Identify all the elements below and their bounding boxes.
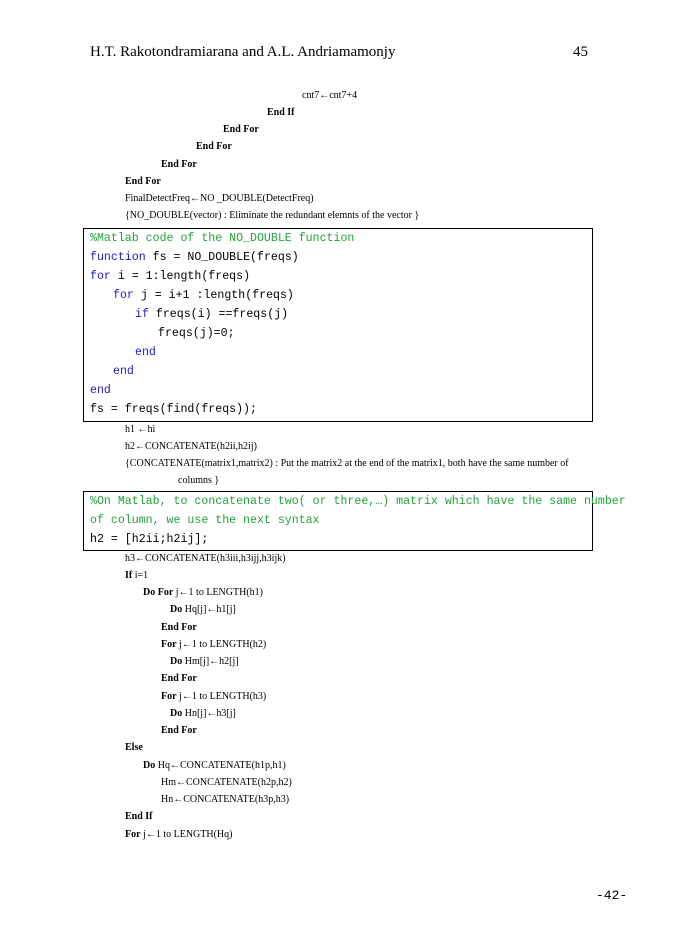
code-line	[90, 305, 586, 324]
algo-line: End For	[161, 622, 197, 633]
algo-line: End For	[125, 176, 161, 187]
code-text: j = i+1 :length(freqs)	[133, 289, 294, 302]
algo-line: End For	[196, 141, 232, 152]
algo-line: Hm←CONCATENATE(h2p,h2)	[161, 777, 292, 788]
algo-line: cnt7←cnt7+4	[302, 90, 358, 101]
code-keyword: if	[135, 308, 149, 321]
matlab-code-box-concatenate	[83, 491, 626, 551]
code-comment: %Matlab code of the NO_DOUBLE function	[90, 232, 355, 245]
matlab-code-box-no-double	[83, 228, 593, 422]
algo-comment: {CONCATENATE(matrix1,matrix2) : Put the matrix2 at the end of the matrix1, both have the same number of	[125, 458, 569, 469]
algo-line: End For	[223, 124, 259, 135]
algo-line: End If	[267, 107, 295, 118]
algo-line: Do Hq←CONCATENATE(h1p,h1)	[143, 760, 286, 771]
algo-line: End For	[161, 673, 197, 684]
algo-line: Do Hn[j]←h3[j]	[170, 708, 236, 719]
code-comment: %On Matlab, to concatenate two( or three,…) matrix which have the same number	[90, 495, 626, 508]
algo-line: h2←CONCATENATE(h2ii,h2ij)	[125, 441, 257, 452]
code-keyword: for	[113, 289, 134, 302]
code-text: i = 1:length(freqs)	[110, 270, 251, 283]
code-line: freqs(j)=0;	[158, 327, 235, 340]
code-line	[90, 286, 586, 305]
algo-line: If i=1	[125, 570, 149, 581]
header-authors: H.T. Rakotondramiarana and A.L. Andriamamonjy	[90, 44, 396, 60]
algo-line: Hn←CONCATENATE(h3p,h3)	[161, 794, 290, 805]
code-line: h2 = [h2ii;h2ij];	[90, 533, 209, 546]
algo-line: Do Hm[j]←h2[j]	[170, 656, 239, 667]
algo-line: For j←1 to LENGTH(h3)	[161, 691, 267, 702]
algo-line: h1 ←hi	[125, 424, 156, 435]
code-keyword-end: end	[113, 365, 134, 378]
code-text: fs = NO_DOUBLE(freqs)	[145, 251, 299, 264]
code-keyword: function	[90, 251, 146, 264]
code-keyword: for	[90, 270, 111, 283]
algo-line: FinalDetectFreq←NO _DOUBLE(DetectFreq)	[125, 193, 314, 204]
algo-line: Else	[125, 742, 143, 753]
code-comment: of column, we use the next syntax	[90, 514, 320, 527]
algo-line: For j←1 to LENGTH(h2)	[161, 639, 267, 650]
algo-line: End If	[125, 811, 153, 822]
code-line: fs = freqs(find(freqs));	[90, 403, 257, 416]
code-text: freqs(i) ==freqs(j)	[148, 308, 289, 321]
code-line	[90, 248, 586, 267]
algo-comment: columns }	[178, 475, 220, 486]
algo-line: Do For j←1 to LENGTH(h1)	[143, 587, 263, 598]
algo-comment: {NO_DOUBLE(vector) : Eliminate the redundant elemnts of the vector }	[125, 210, 420, 221]
algo-line: End For	[161, 725, 197, 736]
header-page-number: 45	[573, 44, 588, 60]
code-line	[90, 267, 586, 286]
code-keyword-end: end	[135, 346, 156, 359]
algo-line: Do Hq[j]←h1[j]	[170, 604, 236, 615]
algo-line: h3←CONCATENATE(h3iii,h3ijj,h3ijk)	[125, 553, 286, 564]
footer-page-number: -42-	[596, 888, 628, 903]
code-keyword-end: end	[90, 384, 111, 397]
algo-line: For j←1 to LENGTH(Hq)	[125, 829, 233, 840]
algo-line: End For	[161, 159, 197, 170]
